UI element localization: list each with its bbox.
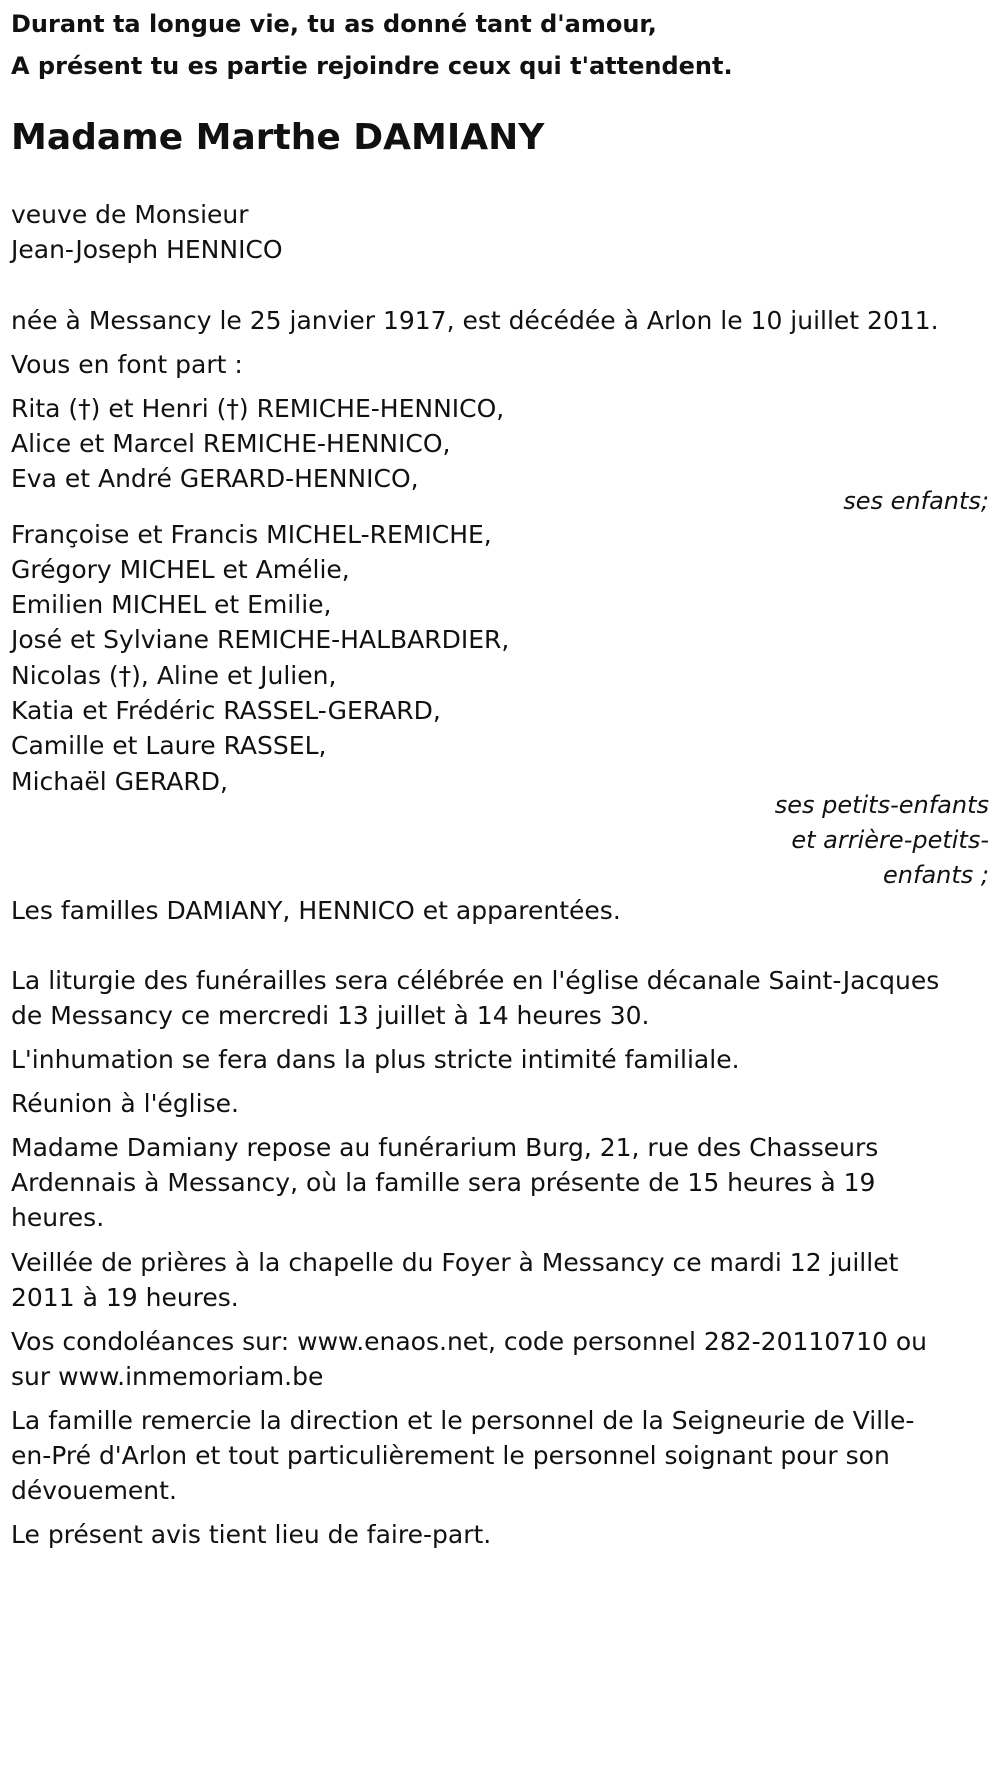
grandchildren-role-line: ses petits-enfants bbox=[774, 791, 989, 819]
grandchildren-line: Camille et Laure RASSEL, bbox=[11, 731, 327, 760]
birth-death-line: née à Messancy le 25 janvier 1917, est décédée à Arlon le 10 juillet 2011. bbox=[11, 306, 939, 335]
children-line: Rita (†) et Henri (†) REMICHE-HENNICO, bbox=[11, 394, 505, 423]
grandchildren-line: José et Sylviane REMICHE-HALBARDIER, bbox=[11, 625, 510, 654]
deceased-name: Madame Marthe DAMIANY bbox=[11, 117, 545, 158]
grandchildren-line: Grégory MICHEL et Amélie, bbox=[11, 555, 350, 584]
children-line: Alice et Marcel REMICHE-HENNICO, bbox=[11, 429, 451, 458]
grandchildren-line: Katia et Frédéric RASSEL-GERARD, bbox=[11, 696, 441, 725]
grandchildren-line: Emilien MICHEL et Emilie, bbox=[11, 590, 332, 619]
vigil-line: Veillée de prières à la chapelle du Foyer à Messancy ce mardi 12 juillet bbox=[11, 1248, 899, 1277]
closing-line: Le présent avis tient lieu de faire-part. bbox=[11, 1520, 492, 1549]
thanks-line: dévouement. bbox=[11, 1476, 177, 1505]
announcement-intro: Vous en font part : bbox=[11, 350, 243, 379]
grandchildren-line: Nicolas (†), Aline et Julien, bbox=[11, 661, 337, 690]
verse-line-2: A présent tu es partie rejoindre ceux qui t'attendent. bbox=[11, 52, 733, 80]
verse-line-1: Durant ta longue vie, tu as donné tant d'amour, bbox=[11, 10, 657, 38]
meeting-line: Réunion à l'église. bbox=[11, 1089, 239, 1118]
thanks-line: en-Pré d'Arlon et tout particulièrement le personnel soignant pour son bbox=[11, 1441, 890, 1470]
widow-line-1: veuve de Monsieur bbox=[11, 200, 249, 229]
widow-line-2: Jean-Joseph HENNICO bbox=[11, 235, 283, 264]
liturgy-line: de Messancy ce mercredi 13 juillet à 14 heures 30. bbox=[11, 1001, 650, 1030]
families-line: Les familles DAMIANY, HENNICO et apparentées. bbox=[11, 896, 621, 925]
funeral-home-line: Ardennais à Messancy, où la famille sera présente de 15 heures à 19 bbox=[11, 1168, 876, 1197]
condolences-line: Vos condoléances sur: www.enaos.net, code personnel 282-20110710 ou bbox=[11, 1327, 927, 1356]
funeral-home-line: Madame Damiany repose au funérarium Burg, 21, rue des Chasseurs bbox=[11, 1133, 879, 1162]
burial-line: L'inhumation se fera dans la plus stricte intimité familiale. bbox=[11, 1045, 740, 1074]
grandchildren-line: Michaël GERARD, bbox=[11, 767, 228, 796]
grandchildren-line: Françoise et Francis MICHEL-REMICHE, bbox=[11, 520, 492, 549]
thanks-line: La famille remercie la direction et le personnel de la Seigneurie de Ville- bbox=[11, 1406, 915, 1435]
grandchildren-role-line: et arrière-petits- bbox=[791, 826, 989, 854]
children-role: ses enfants; bbox=[843, 487, 989, 515]
grandchildren-role-line: enfants ; bbox=[883, 861, 989, 889]
children-line: Eva et André GERARD-HENNICO, bbox=[11, 464, 419, 493]
liturgy-line: La liturgie des funérailles sera célébrée en l'église décanale Saint-Jacques bbox=[11, 966, 940, 995]
vigil-line: 2011 à 19 heures. bbox=[11, 1283, 239, 1312]
condolences-line: sur www.inmemoriam.be bbox=[11, 1362, 324, 1391]
funeral-home-line: heures. bbox=[11, 1203, 105, 1232]
